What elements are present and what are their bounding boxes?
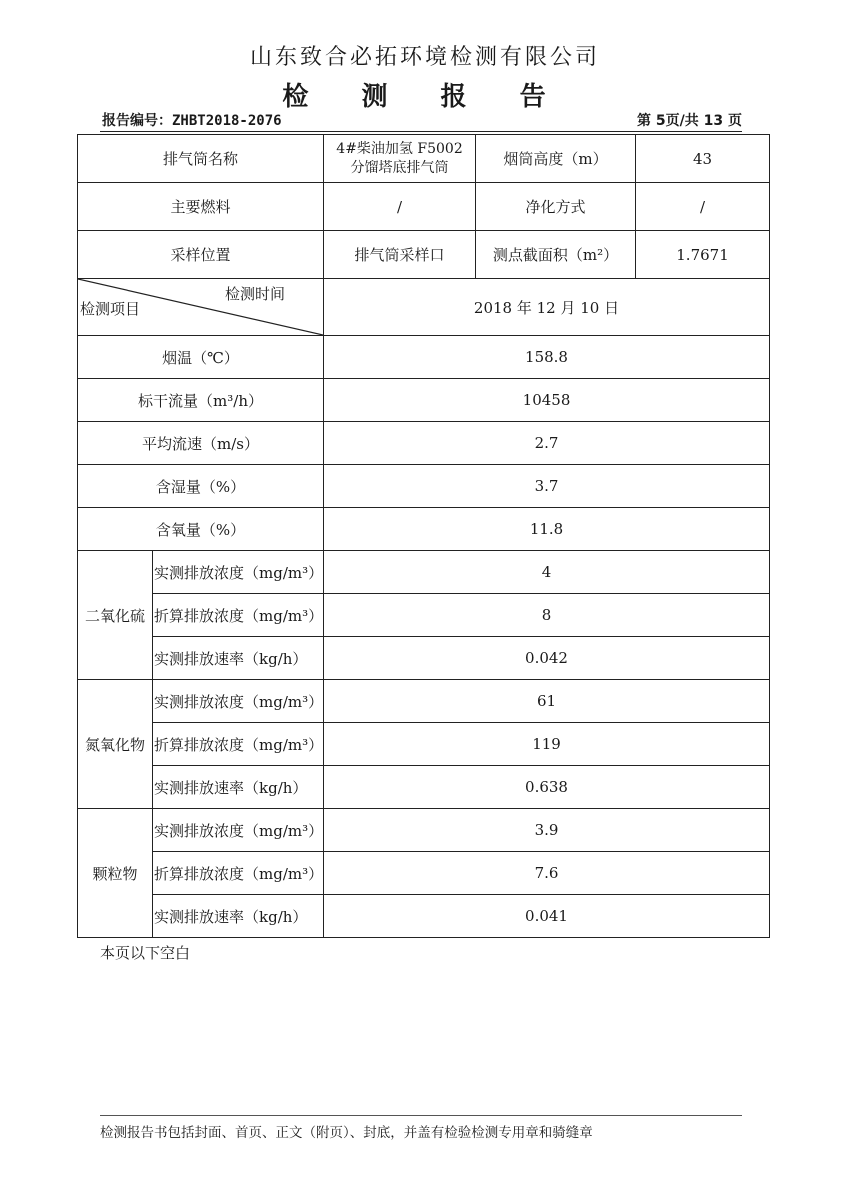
stack-name-row: [78, 135, 770, 183]
sampling-row: [78, 231, 770, 279]
pollutant-metric-value: 7.6: [324, 852, 770, 895]
param-label: 含湿量（%）: [78, 465, 324, 508]
report-title: 检 测 报 告: [282, 82, 568, 112]
pollutant-metric-value: 8: [324, 594, 770, 637]
stack-name-line1: 4#柴油加氢 F5002: [336, 140, 463, 157]
pollutant-metric-value: 4: [324, 551, 770, 594]
stack-height-value: 43: [636, 135, 770, 183]
footer-note: 检测报告书包括封面、首页、正文（附页）、封底，并盖有检验检测专用章和骑缝章: [100, 1125, 593, 1141]
report-number-value: ZHBT2018-2076: [172, 113, 282, 129]
sampling-value: 排气筒采样口: [324, 231, 476, 279]
page-indicator: 第 5页/共 13 页: [637, 113, 742, 129]
pollutant-name: 颗粒物: [78, 809, 153, 938]
pollutant-metric-label: 实测排放浓度（mg/m³）: [153, 809, 324, 852]
time-header-label: 检测时间: [225, 285, 286, 303]
param-label: 烟温（℃）: [78, 336, 324, 379]
param-value: 10458: [324, 379, 770, 422]
param-value: 2.7: [324, 422, 770, 465]
diagonal-header-cell: [78, 279, 324, 336]
pollutant-metric-value: 3.9: [324, 809, 770, 852]
report-number: [102, 110, 282, 130]
param-value: 11.8: [324, 508, 770, 551]
pollutant-metric-label: 折算排放浓度（mg/m³）: [153, 723, 324, 766]
param-row: [78, 336, 770, 379]
stack-name-value: [324, 135, 476, 183]
pollutant-metric-label: 实测排放速率（kg/h）: [153, 895, 324, 938]
pollutant-metric-value: 0.638: [324, 766, 770, 809]
param-row: [78, 508, 770, 551]
pollutant-metric-value: 61: [324, 680, 770, 723]
param-label: 平均流速（m/s）: [78, 422, 324, 465]
fuel-value: /: [324, 183, 476, 231]
purification-label: 净化方式: [476, 183, 636, 231]
report-number-label: 报告编号：: [102, 113, 172, 129]
param-row: [78, 379, 770, 422]
pollutant-metric-label: 实测排放速率（kg/h）: [153, 766, 324, 809]
pollutant-row: [78, 637, 770, 680]
stack-name-label: 排气筒名称: [78, 135, 324, 183]
pollutant-name: 氮氧化物: [78, 680, 153, 809]
pollutant-metric-value: 0.042: [324, 637, 770, 680]
param-row: [78, 465, 770, 508]
purification-value: /: [636, 183, 770, 231]
param-label: 含氧量（%）: [78, 508, 324, 551]
param-value: 158.8: [324, 336, 770, 379]
pollutant-row: [78, 594, 770, 637]
pollutant-name: 二氧化硫: [78, 551, 153, 680]
param-value: 3.7: [324, 465, 770, 508]
stack-name-line2: 分馏塔底排气筒: [350, 159, 449, 176]
pollutant-metric-label: 折算排放浓度（mg/m³）: [153, 852, 324, 895]
pollutant-row: [78, 551, 770, 594]
date-cell: 2018 年 12 月 10 日: [324, 279, 770, 336]
pollutant-row: [78, 766, 770, 809]
item-header-label: 检测项目: [80, 300, 141, 318]
pollutant-metric-label: 折算排放浓度（mg/m³）: [153, 594, 324, 637]
pollutant-metric-value: 0.041: [324, 895, 770, 938]
stack-height-label: 烟筒高度（m）: [476, 135, 636, 183]
pollutant-row: [78, 809, 770, 852]
header-rule: [100, 131, 742, 132]
param-row: [78, 422, 770, 465]
monitoring-table: [77, 134, 770, 938]
pollutant-row: [78, 852, 770, 895]
company-name: 山东致合必拓环境检测有限公司: [249, 45, 600, 70]
header-row: [78, 279, 770, 336]
pollutant-row: [78, 723, 770, 766]
fuel-label: 主要燃料: [78, 183, 324, 231]
fuel-row: [78, 183, 770, 231]
area-value: 1.7671: [636, 231, 770, 279]
area-label: 测点截面积（m²）: [476, 231, 636, 279]
pollutant-metric-label: 实测排放速率（kg/h）: [153, 637, 324, 680]
pollutant-row: [78, 895, 770, 938]
pollutant-metric-label: 实测排放浓度（mg/m³）: [153, 551, 324, 594]
pollutant-metric-label: 实测排放浓度（mg/m³）: [153, 680, 324, 723]
blank-page-note: 本页以下空白: [100, 944, 191, 962]
pollutant-metric-value: 119: [324, 723, 770, 766]
footer-rule: [100, 1115, 742, 1116]
pollutant-row: [78, 680, 770, 723]
param-label: 标干流量（m³/h）: [78, 379, 324, 422]
sampling-label: 采样位置: [78, 231, 324, 279]
